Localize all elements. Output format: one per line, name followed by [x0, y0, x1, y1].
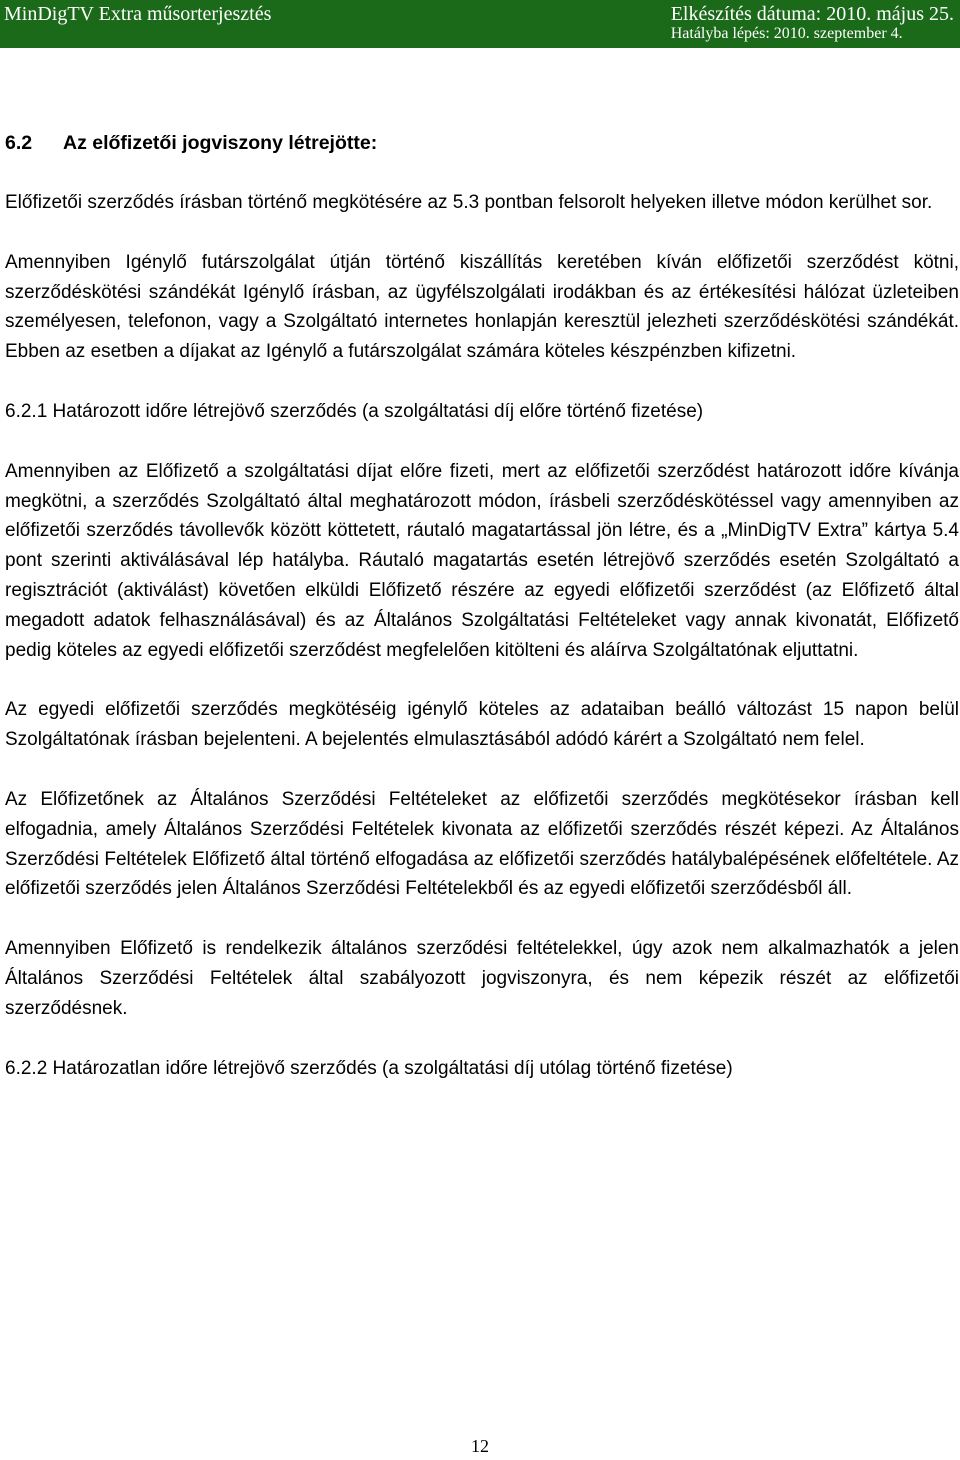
paragraph-6: Amennyiben Előfizető is rendelkezik általános szerződési feltételekkel, úgy azok nem alkalmazhatók a jelen Általános Szerződési Feltételek által szabályozott jogviszonyra, és nem képezik részét az előfizetői szerződésnek.	[5, 938, 959, 1019]
paragraph-4: Az egyedi előfizetői szerződés megkötéséig igénylő köteles az adataiban beálló változást 15 napon belül Szolgáltatónak írásban bejelenteni. A bejelentés elmulasztásából adódó kárért a Szolgáltató nem felel.	[5, 699, 959, 751]
paragraph-2: Amennyiben Igénylő futárszolgálat útján történő kiszállítás keretében kíván előfizetői szerződést kötni, szerződéskötési szándékát Igénylő írásban, az ügyfélszolgálati irodákban és az értékesítési hálózat üzleteiben személyesen, telefonon, vagy a Szolgáltató internetes honlapján keresztül jelezheti szerződéskötési szándékát. Ebben az esetben a díjakat az Igénylő a futárszolgálat számára köteles készpénzben kifizetni.	[5, 251, 959, 363]
header-dates	[671, 3, 954, 43]
page-number: 12	[471, 1436, 489, 1456]
paragraph-3: Amennyiben az Előfizető a szolgáltatási díjat előre fizeti, mert az előfizetői szerződést határozott időre kívánja megkötni, a szerződés Szolgáltató által meghatározott módon, írásbeli szerződéskötéssel vagy amennyiben az előfizetői szerződés távollevők között köttetett, ráutaló magatartással jön létre, és a „MinDigTV Extra” kártya 5.4 pont szerinti aktiválásával lép hatályba. Ráutaló magatartás esetén létrejövő szerződés esetén Szolgáltató a regisztrációt (aktiválást) követően elküldi Előfizető részére az egyedi előfizetői szerződést (az Előfizető által megadott adatok felhasználásával) és az Általános Szolgáltatási Feltételeket vagy annak kivonatát, Előfizető pedig köteles az egyedi előfizetői szerződést megfelelően kitölteni és aláírva Szolgáltatónak eljuttatni.	[5, 460, 959, 661]
section-number: 6.2	[5, 132, 33, 154]
subsection-heading-6-2-1: 6.2.1 Határozott időre létrejövő szerződés (a szolgáltatási díj előre történő fizetése)	[5, 400, 704, 422]
section-heading	[5, 128, 959, 158]
effective-date: Hatályba lépés: 2010. szeptember 4.	[670, 25, 903, 42]
section-title: Az előfizetői jogviszony létrejötte:	[63, 132, 378, 154]
document-body	[5, 128, 959, 1083]
document-title: MinDigTV Extra műsorterjesztés	[4, 3, 272, 25]
paragraph-5: Az Előfizetőnek az Általános Szerződési Feltételeket az előfizetői szerződés megkötésekor írásban kell elfogadnia, amely Általános Szerződési Feltételek kivonata az előfizetői szerződés részét képezi. Az Általános Szerződési Feltételek Előfizető által történő elfogadása az előfizetői szerződés hatálybalépésének előfeltétele. Az előfizetői szerződés jelen Általános Szerződési Feltételekből és az egyedi előfizetői szerződésből áll.	[5, 788, 959, 900]
paragraph-1: Előfizetői szerződés írásban történő megkötésére az 5.3 pontban felsorolt helyeken illetve módon kerülhet sor.	[5, 192, 933, 213]
created-date: Elkészítés dátuma: 2010. május 25.	[670, 3, 954, 25]
page-header	[0, 0, 960, 48]
subsection-heading-6-2-2: 6.2.2 Határozatlan időre létrejövő szerződés (a szolgáltatási díj utólag történő fizetése)	[5, 1057, 733, 1079]
